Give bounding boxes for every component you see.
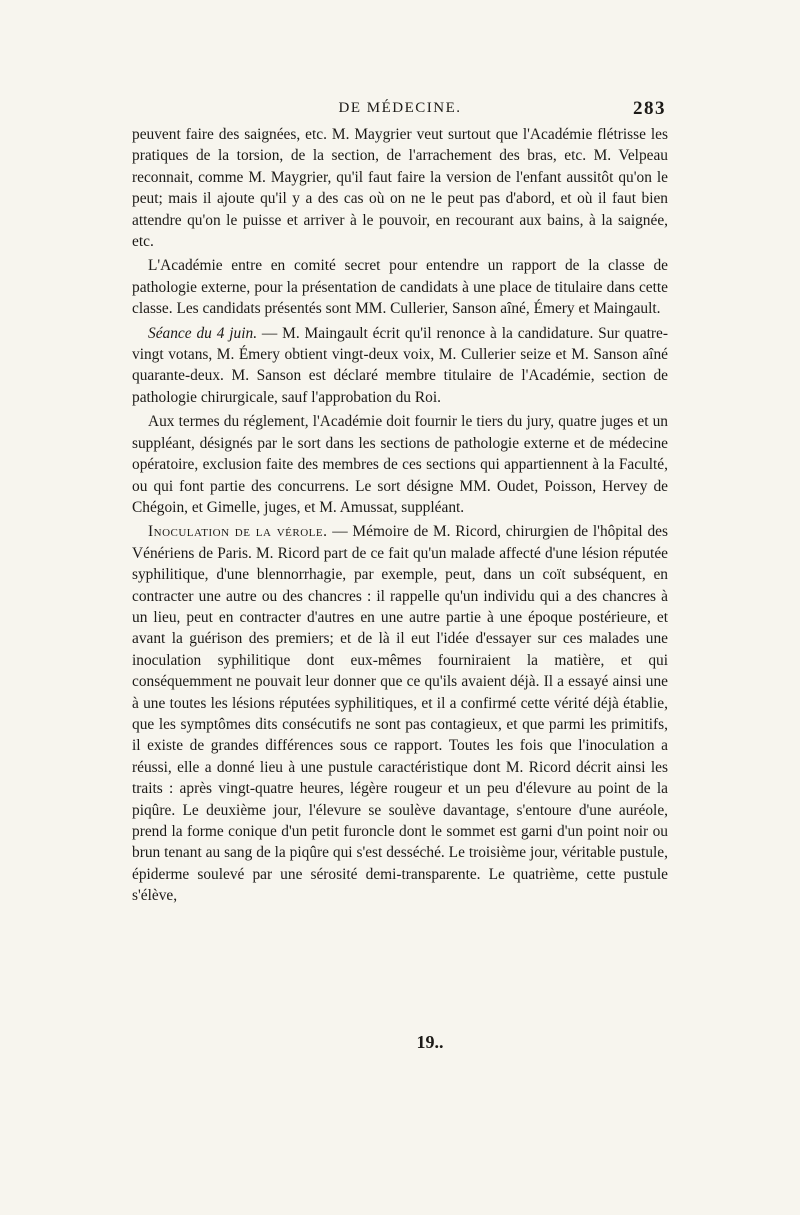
running-title: DE MÉDECINE. [338,100,462,116]
section-heading-lead: Inoculation de la vérole. [148,523,328,541]
page-number: 283 [633,98,666,119]
session-date-lead: Séance du 4 juin. [148,324,258,342]
paragraph-3 [132,323,668,409]
paragraph-5 [132,521,668,906]
paragraph-2: L'Académie entre en comité secret pour entendre un rapport de la classe de pathologie externe, pour la présentation de candidats à une place de titulaire dans cette classe. Les candidats présentés sont MM. Cullerier, Sanson aîné, Émery et Maingault. [132,257,668,318]
document-page [132,98,668,907]
running-head [132,98,668,124]
paragraph-1: peuvent faire des saignées, etc. M. Maygrier veut surtout que l'Académie flétrisse les pratiques de la torsion, de la section, de l'arrachement des bras, etc. M. Velpeau reconnait, comme M. Maygrier, qu'il faut faire la version de l'enfant aussitôt qu'on le peut; mais il ajoute qu'il y a des cas où on ne le peut pas d'abord, et où il faut bien attendre qu'on le puisse et arriver à le pouvoir, en recourant aux bains, à la saignée, etc. [132,126,668,251]
paragraph-3-text: — M. Maingault écrit qu'il renonce à la candidature. Sur quatre-vingt votans, M. Émery obtient vingt-deux voix, M. Cullerier seize et M. Sanson aîné quarante-deux. M. Sanson est déclaré membre titulaire de l'Académie, section de pathologie chirurgicale, sauf l'approbation du Roi. [132,324,669,406]
paragraph-5-text: — Mémoire de M. Ricord, chirurgien de l'hôpital des Vénériens de Paris. M. Ricord part de ce fait qu'un malade affecté d'une lésion réputée syphilitique, d'une blennorrhagie, par exemple, peut, dans un coït subséquent, en contracter une autre ou des chancres : il rappelle qu'un individu qui a des chancres à un lieu, peut en contracter d'autres en une autre partie à une époque postérieure, et avant la guérison des premiers; et de là il eut l'idée d'essayer sur ces malades une inoculation syphilitique dont eux-mêmes fourniraient la matière, et qui conséquemment ne pouvait leur donner que ce qu'ils avaient déjà. Il a essayé ainsi une à une toutes les lésions réputées syphilitiques, et il a confirmé cette vérité déjà établie, que les symptômes dits consécutifs ne sont pas contagieux, et que parmi les primitifs, il existe de grandes différences sous ce rapport. Toutes les fois que l'inoculation a réussi, elle a donné lieu à une pustule caractéristique dont M. Ricord décrit ainsi les traits : après vingt-quatre heures, légère rougeur et un peu d'élevure au point de la piqûre. Le deuxième jour, l'élevure se soulève davantage, s'entoure d'une auréole, prend la forme conique d'un petit furoncle dont le sommet est garni d'un point noir ou brun tenant au sang de la piqûre qui s'est desséché. Le troisième jour, véritable pustule, épiderme soulevé par une sérosité demi-transparente. Le quatrième, cette pustule s'élève, [132,523,668,905]
printer-signature: 19.. [416,1032,444,1052]
paragraph-4: Aux termes du réglement, l'Académie doit fournir le tiers du jury, quatre juges et un suppléant, désignés par le sort dans les sections de pathologie externe et de médecine opératoire, exclusion faite des membres de ces sections qui appartiennent à la Faculté, ou qui font partie des concurrens. Le sort désigne MM. Oudet, Poisson, Hervey de Chégoin, et Gimelle, juges, et M. Amussat, suppléant. [132,413,668,516]
